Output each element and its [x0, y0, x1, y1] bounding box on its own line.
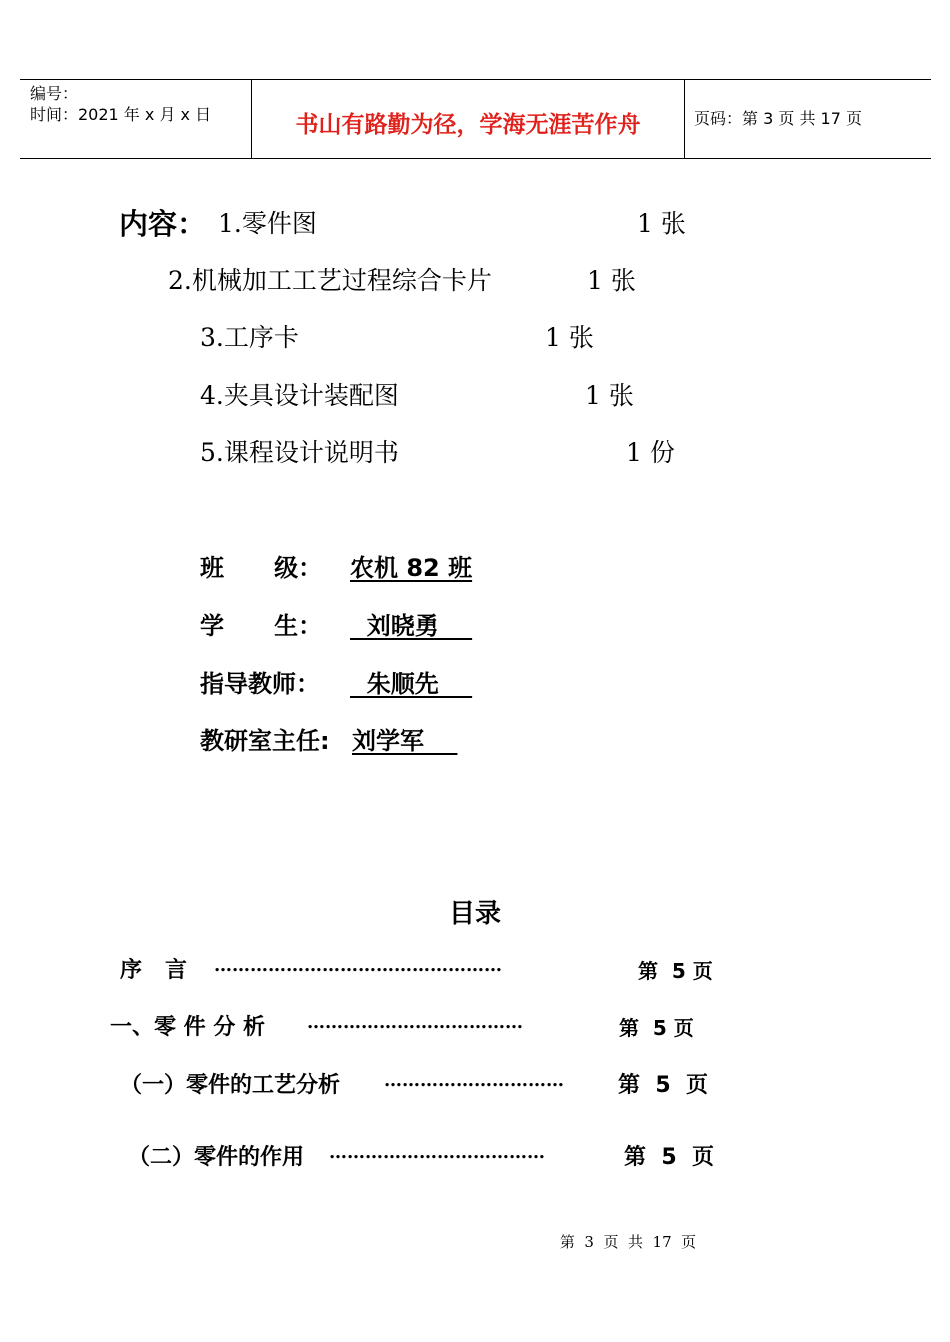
toc-entry-page: 第 5 页 — [638, 959, 713, 983]
toc-entry-dots: ……………………………… — [329, 1142, 545, 1163]
contents-item-text: 2.机械加工工艺过程综合卡片 — [168, 266, 492, 295]
contents-item-text: 1.零件图 — [218, 209, 317, 238]
class-value: 农机 82 班 — [350, 554, 473, 582]
contents-item-count: 1 张 — [587, 266, 636, 295]
contents-item-text: 5.课程设计说明书 — [200, 438, 399, 467]
document-number-label: 编号： — [30, 84, 79, 103]
contents-item-text: 3.工序卡 — [200, 323, 299, 352]
toc-entry-text: 一、零 件 分 析 — [110, 1015, 265, 1040]
page-footer: 第 3 页 共 17 页 — [559, 1233, 697, 1251]
contents-item-count: 1 张 — [585, 381, 634, 410]
contents-item-count: 1 张 — [637, 209, 686, 238]
header-page-info: 页码：第 3 页 共 17 页 — [694, 109, 862, 128]
toc-entry-text: 序 言 — [120, 958, 187, 983]
class-label: 班 级： — [200, 554, 323, 582]
toc-entry-text: （一）零件的工艺分析 — [120, 1073, 341, 1098]
teacher-value: 朱顺先 — [350, 670, 473, 698]
toc-entry-page: 第 5 页 — [624, 1145, 714, 1170]
header-left-cell — [20, 80, 251, 158]
toc-entry-dots: ………………………………………… — [214, 955, 502, 976]
contents-label: 内容： — [119, 207, 207, 241]
student-label: 学 生： — [200, 612, 323, 640]
toc-entry-page: 第 5 页 — [618, 1073, 708, 1098]
contents-item-text: 4.夹具设计装配图 — [200, 381, 399, 410]
teacher-label: 指导教师： — [200, 670, 320, 698]
toc-entry-dots: ……………………………… — [307, 1012, 523, 1033]
toc-entry-text: （二）零件的作用 — [128, 1145, 305, 1170]
header-right-cell — [684, 80, 931, 158]
director-value: 刘学军 — [352, 727, 458, 755]
director-label: 教研室主任: — [200, 727, 330, 755]
page-header — [20, 79, 931, 159]
header-motto-cell — [251, 80, 685, 158]
contents-item-count: 1 张 — [545, 323, 594, 352]
header-motto: 书山有路勤为径，学海无涯苦作舟 — [295, 112, 641, 138]
student-value: 刘晓勇 — [350, 612, 473, 640]
toc-entry-dots: ………………………… — [384, 1070, 564, 1091]
contents-item-count: 1 份 — [626, 438, 675, 467]
toc-title: 目录 — [448, 899, 501, 929]
toc-entry-page: 第 5 页 — [619, 1016, 694, 1040]
document-time: 时间：2021 年 x 月 x 日 — [30, 105, 212, 124]
